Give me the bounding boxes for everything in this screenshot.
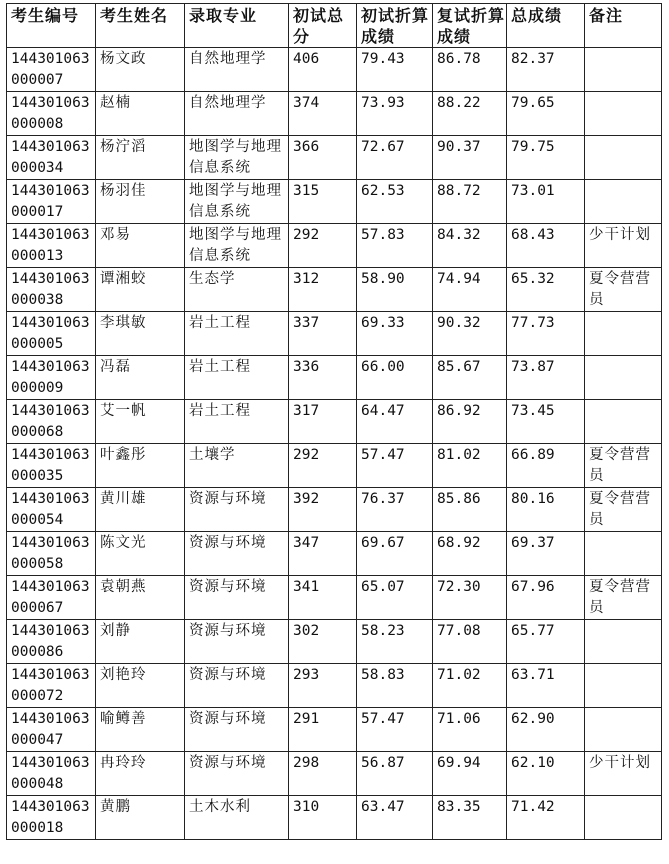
- cell-remark: [585, 708, 662, 752]
- table-row: [7, 268, 662, 312]
- table-row: [7, 752, 662, 796]
- cell-candidate-name: 艾一帆: [96, 400, 185, 444]
- table-body: [7, 48, 662, 840]
- cell-retest-converted: 77.08: [433, 620, 507, 664]
- cell-retest-converted: 86.92: [433, 400, 507, 444]
- cell-initial-total: 293: [289, 664, 357, 708]
- cell-candidate-name: 袁朝燕: [96, 576, 185, 620]
- cell-initial-converted: 57.47: [357, 708, 433, 752]
- cell-retest-converted: 88.22: [433, 92, 507, 136]
- cell-initial-total: 302: [289, 620, 357, 664]
- cell-candidate-name: 赵楠: [96, 92, 185, 136]
- cell-retest-converted: 86.78: [433, 48, 507, 92]
- cell-candidate-id: 144301063000013: [7, 224, 96, 268]
- cell-candidate-id: 144301063000072: [7, 664, 96, 708]
- cell-initial-converted: 58.83: [357, 664, 433, 708]
- cell-candidate-id: 144301063000017: [7, 180, 96, 224]
- cell-major: 资源与环境: [185, 576, 289, 620]
- cell-candidate-name: 喻鳟善: [96, 708, 185, 752]
- cell-total-score: 68.43: [507, 224, 585, 268]
- cell-candidate-name: 杨文政: [96, 48, 185, 92]
- column-header-candidate-name: 考生姓名: [96, 4, 185, 48]
- table-row: [7, 796, 662, 840]
- cell-total-score: 77.73: [507, 312, 585, 356]
- cell-retest-converted: 85.86: [433, 488, 507, 532]
- cell-total-score: 71.42: [507, 796, 585, 840]
- cell-retest-converted: 71.02: [433, 664, 507, 708]
- cell-major: 土木水利: [185, 796, 289, 840]
- cell-initial-converted: 63.47: [357, 796, 433, 840]
- cell-initial-total: 366: [289, 136, 357, 180]
- cell-major: 岩土工程: [185, 356, 289, 400]
- cell-initial-total: 336: [289, 356, 357, 400]
- cell-candidate-id: 144301063000035: [7, 444, 96, 488]
- cell-initial-converted: 62.53: [357, 180, 433, 224]
- table-row: [7, 356, 662, 400]
- cell-candidate-id: 144301063000008: [7, 92, 96, 136]
- cell-candidate-id: 144301063000038: [7, 268, 96, 312]
- table-row: [7, 92, 662, 136]
- cell-initial-converted: 64.47: [357, 400, 433, 444]
- cell-initial-total: 337: [289, 312, 357, 356]
- table-row: [7, 488, 662, 532]
- cell-remark: 少干计划: [585, 752, 662, 796]
- cell-initial-converted: 57.47: [357, 444, 433, 488]
- cell-total-score: 69.37: [507, 532, 585, 576]
- cell-candidate-id: 144301063000047: [7, 708, 96, 752]
- cell-total-score: 65.77: [507, 620, 585, 664]
- column-header-remark: 备注: [585, 4, 662, 48]
- cell-remark: [585, 356, 662, 400]
- cell-candidate-name: 谭湘蛟: [96, 268, 185, 312]
- cell-total-score: 73.45: [507, 400, 585, 444]
- cell-candidate-name: 邓易: [96, 224, 185, 268]
- cell-remark: 夏令营营员: [585, 488, 662, 532]
- column-header-major: 录取专业: [185, 4, 289, 48]
- table-row: [7, 136, 662, 180]
- table-row: [7, 180, 662, 224]
- cell-total-score: 73.87: [507, 356, 585, 400]
- cell-initial-total: 406: [289, 48, 357, 92]
- cell-candidate-name: 冉玲玲: [96, 752, 185, 796]
- cell-major: 岩土工程: [185, 400, 289, 444]
- cell-retest-converted: 83.35: [433, 796, 507, 840]
- column-header-retest-converted: 复试折算成绩: [433, 4, 507, 48]
- cell-retest-converted: 88.72: [433, 180, 507, 224]
- cell-total-score: 66.89: [507, 444, 585, 488]
- cell-candidate-id: 144301063000067: [7, 576, 96, 620]
- cell-candidate-name: 黄川雄: [96, 488, 185, 532]
- cell-remark: 夏令营营员: [585, 576, 662, 620]
- cell-remark: [585, 620, 662, 664]
- cell-initial-converted: 76.37: [357, 488, 433, 532]
- cell-initial-total: 291: [289, 708, 357, 752]
- cell-retest-converted: 90.37: [433, 136, 507, 180]
- cell-candidate-name: 叶鑫彤: [96, 444, 185, 488]
- cell-candidate-name: 刘静: [96, 620, 185, 664]
- cell-initial-total: 374: [289, 92, 357, 136]
- column-header-initial-total: 初试总分: [289, 4, 357, 48]
- cell-initial-total: 392: [289, 488, 357, 532]
- table-row: [7, 444, 662, 488]
- cell-total-score: 73.01: [507, 180, 585, 224]
- cell-major: 资源与环境: [185, 488, 289, 532]
- cell-initial-total: 292: [289, 224, 357, 268]
- cell-candidate-name: 李琪敏: [96, 312, 185, 356]
- cell-remark: [585, 180, 662, 224]
- cell-candidate-id: 144301063000058: [7, 532, 96, 576]
- cell-initial-converted: 57.83: [357, 224, 433, 268]
- column-header-initial-converted: 初试折算成绩: [357, 4, 433, 48]
- cell-major: 资源与环境: [185, 664, 289, 708]
- cell-initial-converted: 79.43: [357, 48, 433, 92]
- cell-retest-converted: 71.06: [433, 708, 507, 752]
- cell-initial-converted: 65.07: [357, 576, 433, 620]
- cell-candidate-id: 144301063000007: [7, 48, 96, 92]
- cell-total-score: 63.71: [507, 664, 585, 708]
- cell-initial-converted: 69.67: [357, 532, 433, 576]
- cell-retest-converted: 69.94: [433, 752, 507, 796]
- cell-retest-converted: 72.30: [433, 576, 507, 620]
- cell-major: 自然地理学: [185, 92, 289, 136]
- cell-major: 资源与环境: [185, 708, 289, 752]
- cell-major: 岩土工程: [185, 312, 289, 356]
- cell-candidate-id: 144301063000009: [7, 356, 96, 400]
- cell-retest-converted: 90.32: [433, 312, 507, 356]
- column-header-total-score: 总成绩: [507, 4, 585, 48]
- table-row: [7, 708, 662, 752]
- table-row: [7, 664, 662, 708]
- cell-retest-converted: 74.94: [433, 268, 507, 312]
- cell-initial-converted: 69.33: [357, 312, 433, 356]
- cell-candidate-name: 刘艳玲: [96, 664, 185, 708]
- cell-initial-converted: 72.67: [357, 136, 433, 180]
- cell-initial-total: 315: [289, 180, 357, 224]
- cell-candidate-id: 144301063000048: [7, 752, 96, 796]
- cell-major: 自然地理学: [185, 48, 289, 92]
- cell-candidate-name: 杨泞滔: [96, 136, 185, 180]
- column-header-candidate-id: 考生编号: [7, 4, 96, 48]
- cell-total-score: 79.75: [507, 136, 585, 180]
- header-row: [7, 4, 662, 48]
- cell-remark: [585, 796, 662, 840]
- cell-initial-total: 310: [289, 796, 357, 840]
- cell-initial-total: 317: [289, 400, 357, 444]
- cell-total-score: 79.65: [507, 92, 585, 136]
- cell-initial-total: 298: [289, 752, 357, 796]
- cell-candidate-id: 144301063000018: [7, 796, 96, 840]
- cell-major: 生态学: [185, 268, 289, 312]
- cell-total-score: 62.10: [507, 752, 585, 796]
- cell-major: 地图学与地理信息系统: [185, 136, 289, 180]
- table-row: [7, 48, 662, 92]
- cell-remark: [585, 92, 662, 136]
- cell-major: 资源与环境: [185, 620, 289, 664]
- cell-candidate-name: 杨羽佳: [96, 180, 185, 224]
- table-row: [7, 224, 662, 268]
- cell-major: 地图学与地理信息系统: [185, 180, 289, 224]
- cell-major: 资源与环境: [185, 752, 289, 796]
- table-row: [7, 312, 662, 356]
- cell-candidate-id: 144301063000005: [7, 312, 96, 356]
- cell-total-score: 65.32: [507, 268, 585, 312]
- cell-candidate-id: 144301063000054: [7, 488, 96, 532]
- cell-remark: [585, 532, 662, 576]
- cell-retest-converted: 81.02: [433, 444, 507, 488]
- cell-remark: [585, 312, 662, 356]
- cell-candidate-name: 冯磊: [96, 356, 185, 400]
- cell-remark: 少干计划: [585, 224, 662, 268]
- table-row: [7, 576, 662, 620]
- cell-initial-converted: 58.90: [357, 268, 433, 312]
- cell-candidate-id: 144301063000068: [7, 400, 96, 444]
- cell-total-score: 62.90: [507, 708, 585, 752]
- cell-remark: 夏令营营员: [585, 268, 662, 312]
- cell-total-score: 67.96: [507, 576, 585, 620]
- cell-initial-total: 292: [289, 444, 357, 488]
- cell-total-score: 82.37: [507, 48, 585, 92]
- table-row: [7, 620, 662, 664]
- cell-remark: [585, 400, 662, 444]
- cell-initial-total: 347: [289, 532, 357, 576]
- cell-retest-converted: 84.32: [433, 224, 507, 268]
- cell-candidate-name: 黄鹏: [96, 796, 185, 840]
- cell-initial-converted: 73.93: [357, 92, 433, 136]
- cell-retest-converted: 68.92: [433, 532, 507, 576]
- cell-major: 资源与环境: [185, 532, 289, 576]
- cell-initial-total: 341: [289, 576, 357, 620]
- cell-remark: 夏令营营员: [585, 444, 662, 488]
- cell-remark: [585, 48, 662, 92]
- cell-initial-converted: 66.00: [357, 356, 433, 400]
- admission-results-table: [6, 3, 662, 840]
- cell-initial-total: 312: [289, 268, 357, 312]
- table-row: [7, 532, 662, 576]
- cell-initial-converted: 58.23: [357, 620, 433, 664]
- cell-remark: [585, 664, 662, 708]
- cell-candidate-id: 144301063000086: [7, 620, 96, 664]
- cell-initial-converted: 56.87: [357, 752, 433, 796]
- table-row: [7, 400, 662, 444]
- cell-candidate-name: 陈文光: [96, 532, 185, 576]
- cell-total-score: 80.16: [507, 488, 585, 532]
- cell-major: 地图学与地理信息系统: [185, 224, 289, 268]
- cell-candidate-id: 144301063000034: [7, 136, 96, 180]
- cell-major: 土壤学: [185, 444, 289, 488]
- cell-retest-converted: 85.67: [433, 356, 507, 400]
- cell-remark: [585, 136, 662, 180]
